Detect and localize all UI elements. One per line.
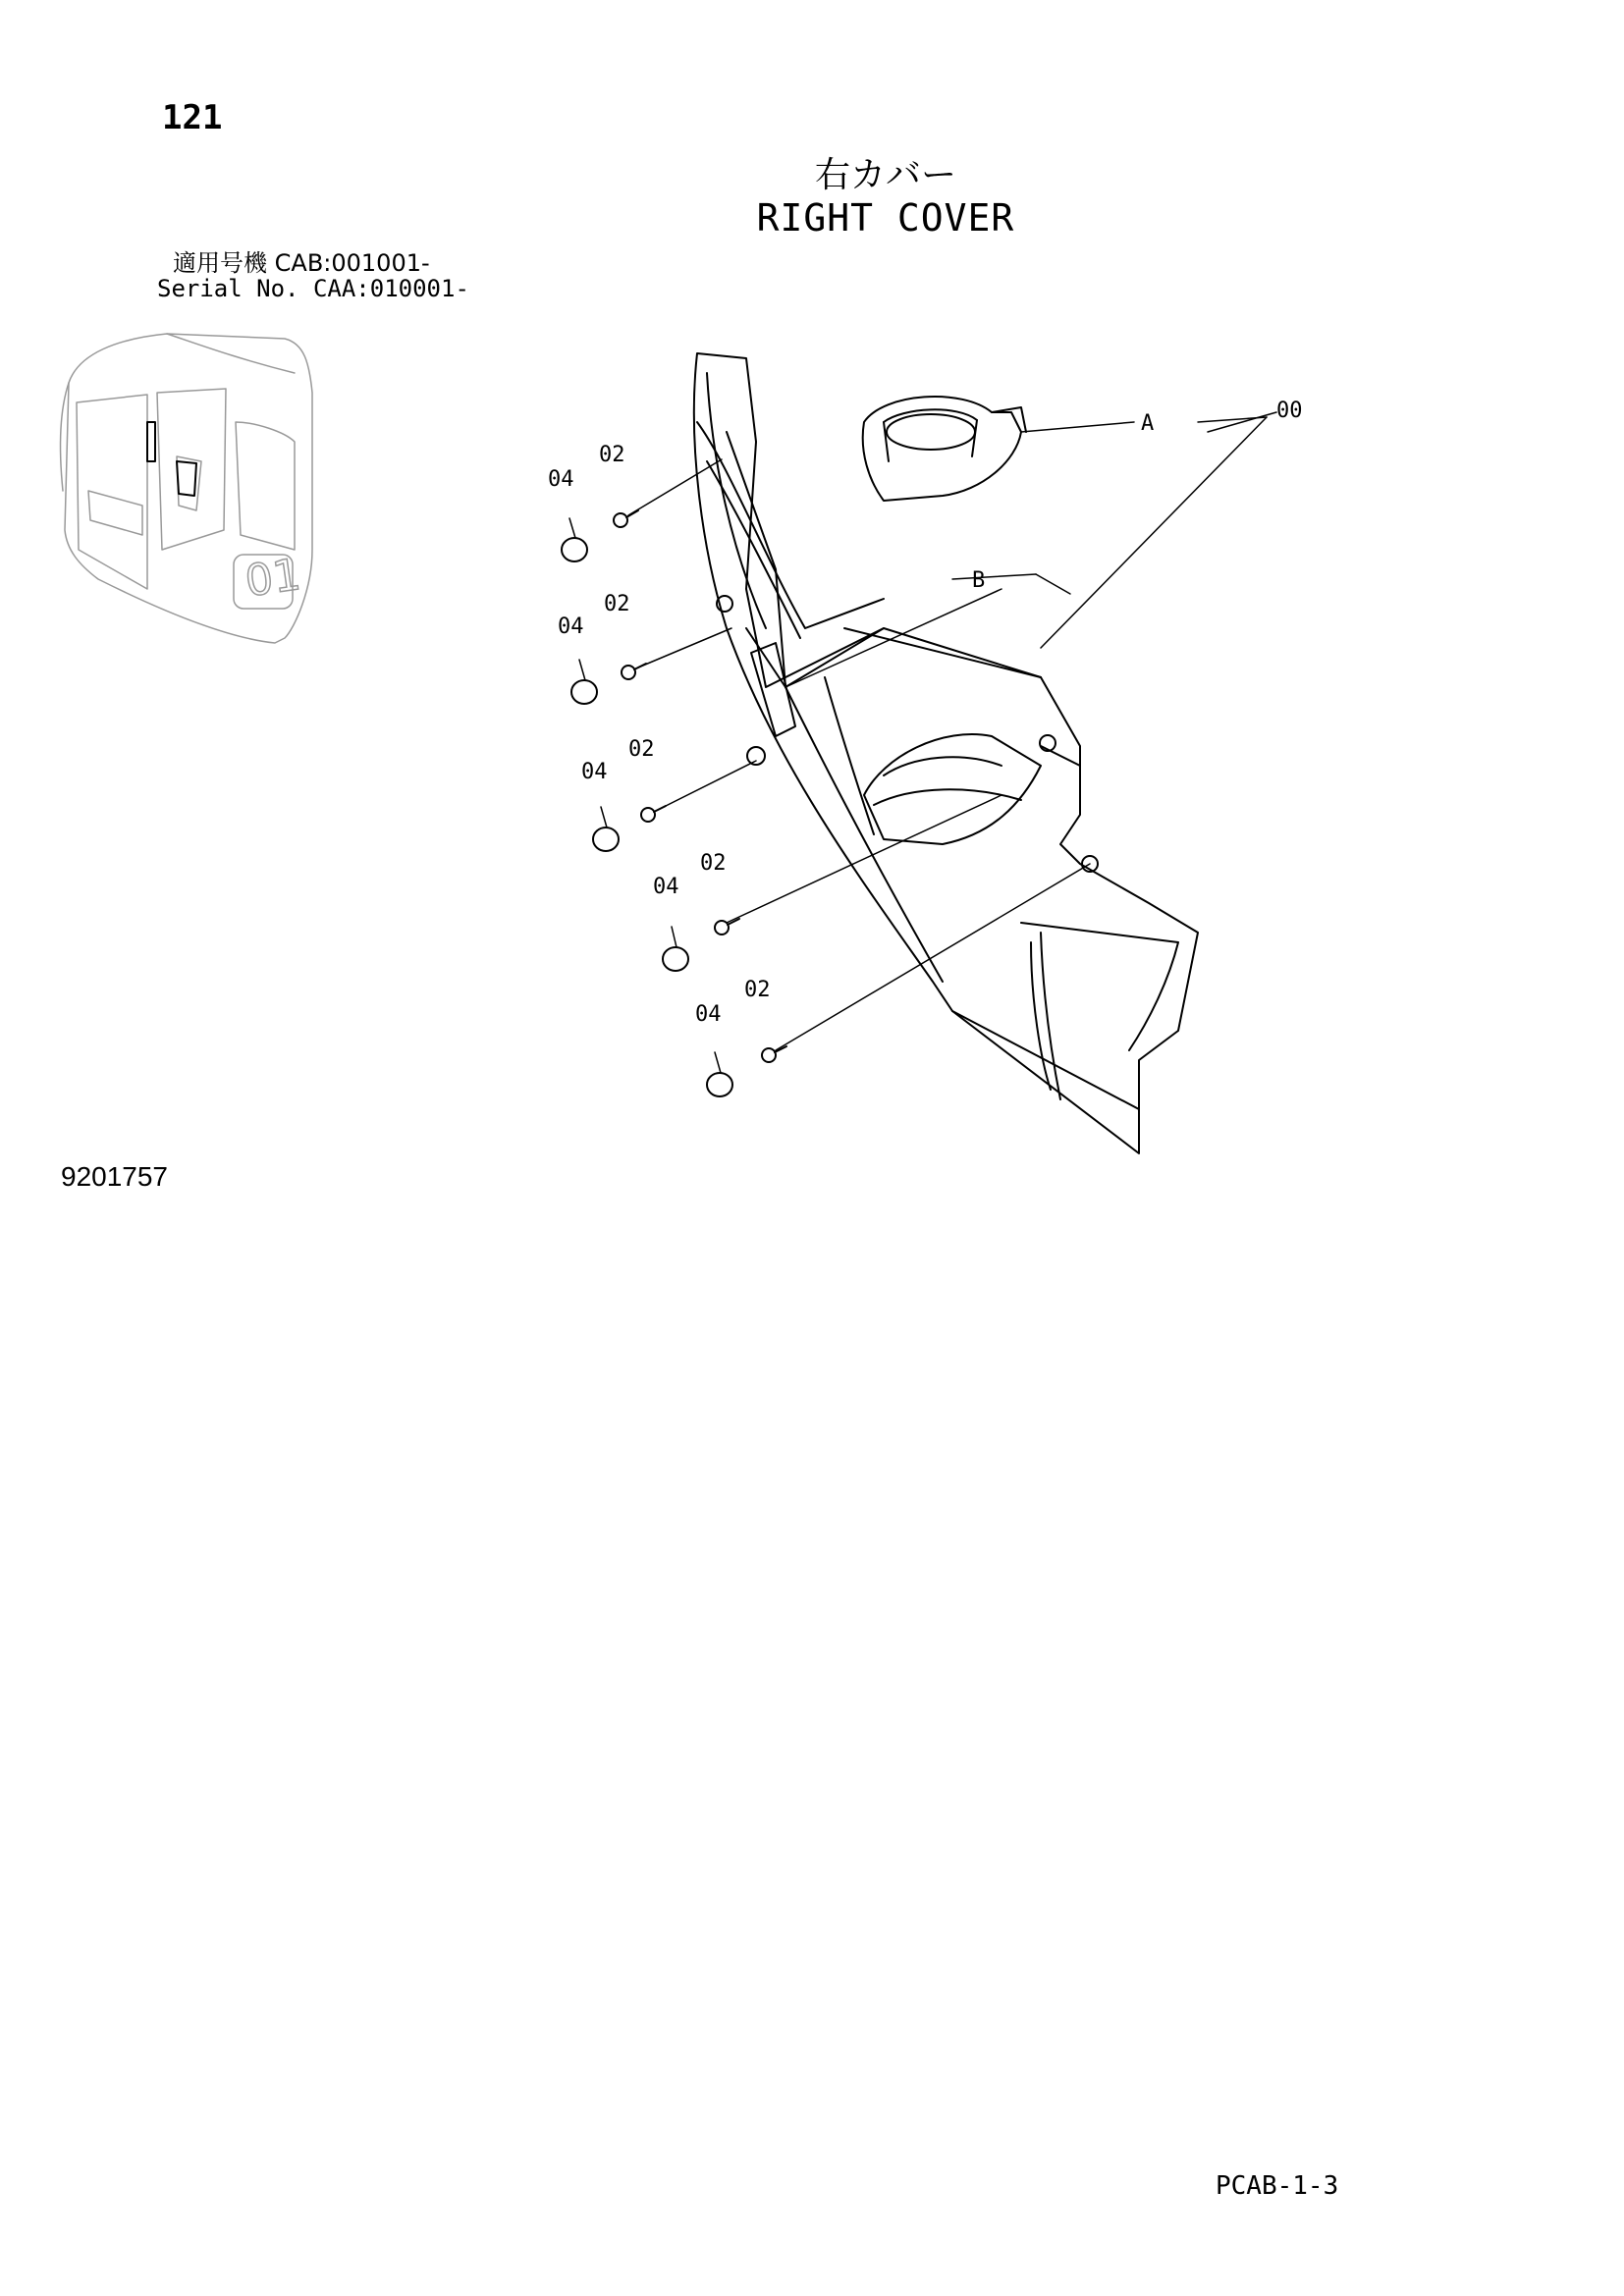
serial-value-cab: CAB:001001- (274, 249, 430, 277)
callout-bolt-2: 02 (604, 592, 630, 616)
callout-a: A (1141, 411, 1155, 436)
callout-bolt-3: 02 (628, 737, 655, 762)
title-japanese: 右カバー (814, 155, 956, 195)
page-number: 121 (162, 98, 223, 137)
callout-cap-4: 04 (653, 875, 679, 899)
bolt-5 (762, 1046, 786, 1062)
callout-b: B (972, 568, 986, 593)
callout-cap-3: 04 (581, 760, 608, 784)
bolt-4 (715, 919, 739, 934)
callout-cap-2: 04 (558, 614, 584, 639)
callout-bolt-5: 02 (744, 978, 771, 1002)
bolt-3 (641, 806, 666, 822)
callout-cap-5: 04 (695, 1002, 722, 1027)
cab-thumbnail-label: 01 (242, 549, 304, 608)
title-english: RIGHT COVER (756, 196, 1015, 240)
callout-labels (243, 399, 1303, 1027)
callout-bolt-1: 02 (599, 443, 625, 467)
callout-bolt-4: 02 (700, 851, 727, 876)
cap-2 (571, 660, 597, 704)
cap-3 (593, 807, 619, 851)
callout-cap-1: 04 (548, 467, 574, 492)
serial-value-caa: CAA:010001- (312, 275, 469, 302)
bolt-1 (614, 510, 638, 527)
serial-label-en: Serial No. (157, 275, 299, 302)
cup-holder-insert (863, 397, 1026, 501)
cap-5 (707, 1052, 732, 1096)
right-cover-panel (694, 353, 1198, 1153)
serial-label-jp: 適用号機 (173, 249, 267, 277)
drawing-number: 9201757 (61, 1161, 169, 1192)
cap-1 (562, 518, 587, 561)
bolt-2 (622, 664, 646, 679)
callout-00: 00 (1276, 399, 1303, 423)
cap-4 (663, 927, 688, 971)
page-code: PCAB-1-3 (1216, 2171, 1339, 2201)
